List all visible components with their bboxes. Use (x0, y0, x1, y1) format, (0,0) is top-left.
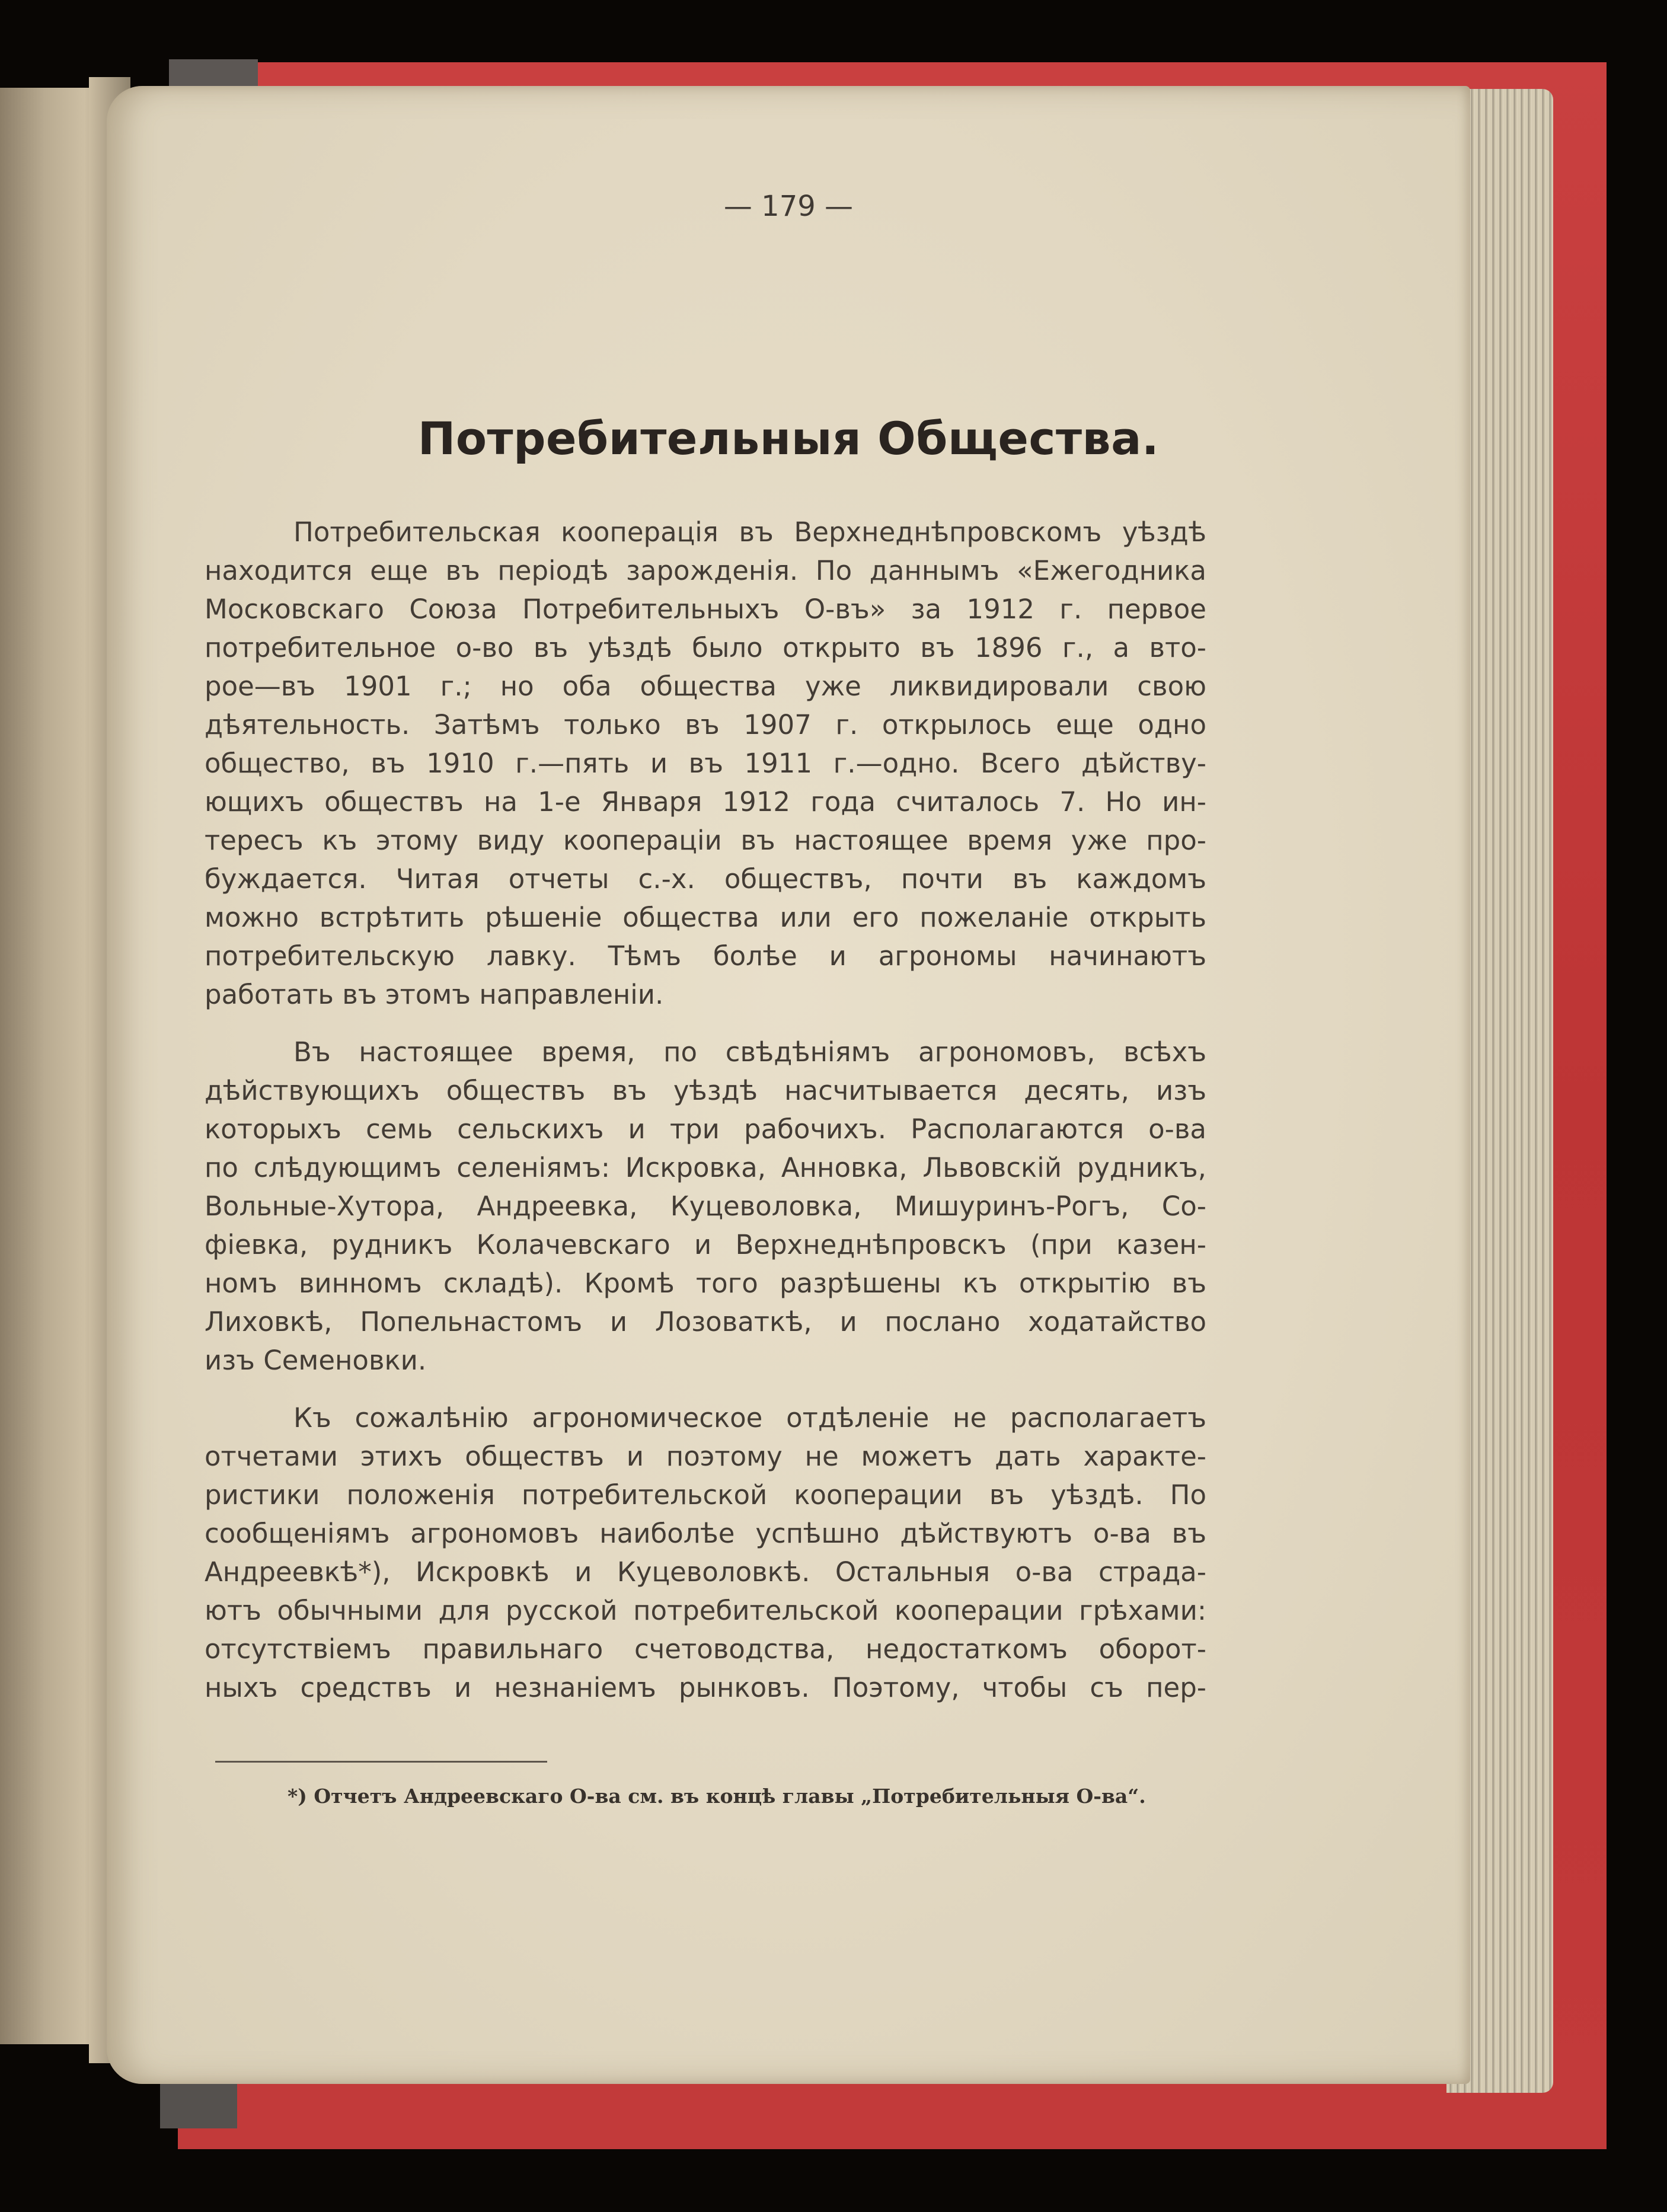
text-line: по слѣдующимъ селеніямъ: Искровка, Анновка, Львовскій рудникъ, (205, 1152, 1206, 1183)
text-line: потребительскую лавку. Тѣмъ болѣе и агрономы начинаютъ (205, 940, 1206, 972)
text-line: находится еще въ періодѣ зарожденія. По даннымъ «Ежегодника (205, 555, 1206, 586)
text-line: тересъ къ этому виду кооперацiи въ настоящее время уже про- (205, 825, 1206, 856)
text-line: ныхъ средствъ и незнаніемъ рынковъ. Поэтому, чтобы съ пер- (205, 1672, 1206, 1703)
text-line: потребительное о-во въ уѣздѣ было открыто въ 1896 г., а вто- (205, 632, 1206, 663)
text-line: рое—въ 1901 г.; но оба общества уже ликвидировали свою (205, 671, 1206, 702)
text-line: ющихъ обществъ на 1-е Января 1912 года считалось 7. Но ин- (205, 786, 1206, 818)
text-line: Московскаго Союза Потребительныхъ О-въ» за 1912 г. первое (205, 593, 1206, 625)
text-line: Потребительская кооперація въ Верхнеднѣпровскомъ уѣздѣ (293, 516, 1206, 548)
text-line: Къ сожалѣнію агрономическое отдѣленіе не располагаетъ (293, 1402, 1206, 1434)
paragraph-3 (205, 1399, 1206, 1707)
text-line: Андреевкѣ*), Искровкѣ и Куцеволовкѣ. Остальныя о-ва страда- (205, 1556, 1206, 1588)
footnote: *) Отчетъ Андреевскаго О-ва см. въ концѣ главы „Потребительныя О-ва“. (288, 1785, 1146, 1808)
text-line: ристики положенія потребительской кооперации въ уѣздѣ. По (205, 1479, 1206, 1511)
book-page (107, 86, 1470, 2084)
text-line: изъ Семеновки. (205, 1345, 427, 1376)
text-line: которыхъ семь сельскихъ и три рабочихъ. Располагаются о-ва (205, 1113, 1206, 1145)
text-line: работать въ этомъ направленіи. (205, 979, 664, 1010)
text-line: Въ настоящее время, по свѣдѣніямъ агрономовъ, всѣхъ (293, 1036, 1206, 1068)
text-line: дѣйствующихъ обществъ въ уѣздѣ насчитывается десять, изъ (205, 1075, 1206, 1106)
text-line: сообщеніямъ агрономовъ наиболѣе успѣшно дѣйствуютъ о-ва въ (205, 1518, 1206, 1549)
text-line: ютъ обычными для русской потребительской кооперации грѣхами: (205, 1595, 1206, 1626)
text-line: общество, въ 1910 г.—пять и въ 1911 г.—одно. Всего дѣйству- (205, 748, 1206, 779)
text-line: отсутствіемъ правильнаго счетоводства, недостаткомъ оборот- (205, 1633, 1206, 1665)
text-line: фіевка, рудникъ Колачевскаго и Верхнеднѣпровскъ (при казен- (205, 1229, 1206, 1260)
text-line: можно встрѣтить рѣшеніе общества или его пожеланіе открыть (205, 902, 1206, 933)
text-line: номъ винномъ складѣ). Кромѣ того разрѣшены къ открытію въ (205, 1268, 1206, 1299)
text-line: дѣятельность. Затѣмъ только въ 1907 г. открылось еще одно (205, 709, 1206, 740)
text-line: отчетами этихъ обществъ и поэтому не можетъ дать характе- (205, 1441, 1206, 1472)
text-line: Лиховкѣ, Попельнастомъ и Лозоваткѣ, и послано ходатайство (205, 1306, 1206, 1338)
paragraph-2 (205, 1033, 1206, 1380)
paragraph-1 (205, 513, 1206, 1014)
text-line: Вольные-Хутора, Андреевка, Куцеволовка, Мишуринъ-Рогъ, Со- (205, 1190, 1206, 1222)
page-number: — 179 — (723, 190, 854, 223)
body-text (205, 513, 1206, 1726)
footnote-divider (215, 1761, 547, 1763)
text-line: буждается. Читая отчеты с.-х. обществъ, почти въ каждомъ (205, 863, 1206, 895)
chapter-heading: Потребительныя Общества. (417, 412, 1160, 465)
